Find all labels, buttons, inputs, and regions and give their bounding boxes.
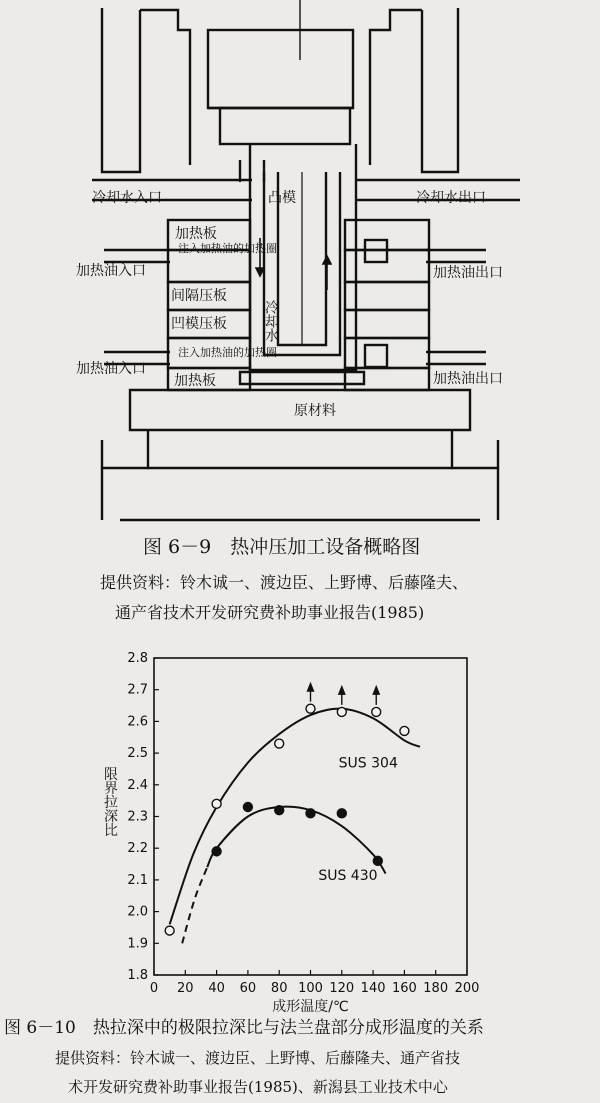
series-label-sus-304: SUS 304 <box>338 755 398 772</box>
y-tick-label: 2.6 <box>127 714 148 730</box>
arrow-head-sus-304 <box>372 685 380 695</box>
point-sus-430 <box>212 847 221 856</box>
arrow-head-sus-304 <box>307 682 315 692</box>
y-tick-label: 2.1 <box>127 872 148 888</box>
x-tick-label: 40 <box>208 981 225 996</box>
figure-6-9-source-line-1: 提供资料：铃木诚一、渡边臣、上野博、后藤隆夫、 <box>100 573 469 592</box>
x-tick-label: 160 <box>391 981 417 996</box>
x-tick-label: 0 <box>149 981 159 996</box>
point-sus-430 <box>373 856 382 865</box>
label-oil-in-bottom: 加热油入口 <box>76 361 146 377</box>
x-tick-label: 120 <box>329 981 355 996</box>
label-heating-plate-top: 加热板 <box>175 226 217 242</box>
x-tick-label: 20 <box>177 981 194 996</box>
x-tick-label: 100 <box>298 981 323 996</box>
y-tick-label: 1.9 <box>127 936 148 952</box>
point-sus-304 <box>165 926 174 935</box>
y-tick-label: 2.7 <box>127 682 148 698</box>
point-sus-304 <box>212 799 221 808</box>
curve-dashed-sus-430 <box>182 867 207 943</box>
figure-6-10-source-line-1: 提供资料：铃木诚一、渡边臣、上野博、后藤隆夫、通产省技 <box>55 1049 461 1067</box>
label-spacer-plate: 间隔压板 <box>171 288 227 304</box>
x-tick-label: 60 <box>239 981 257 996</box>
x-tick-label: 180 <box>423 981 449 996</box>
y-axis-label: 限界拉深比 <box>102 766 118 837</box>
curve-sus-304 <box>170 709 420 925</box>
label-cooling-water: 冷却水 <box>263 300 279 342</box>
label-oil-out-top: 加热油出口 <box>433 265 503 281</box>
label-heating-ring-top: 注入加热油的加热圈 <box>178 242 277 255</box>
curve-sus-430 <box>207 807 385 874</box>
x-tick-label: 140 <box>360 981 386 996</box>
label-die-plate: 凹模压板 <box>171 316 227 332</box>
label-oil-in-top: 加热油入口 <box>76 263 146 279</box>
figure-6-10-source-line-2: 术开发研究费补助事业报告(1985)、新潟县工业技术中心 <box>68 1078 448 1096</box>
label-heating-ring-bottom: 注入加热油的加热圈 <box>178 346 277 359</box>
label-heating-plate-bottom: 加热板 <box>174 373 216 389</box>
apparatus-diagram <box>92 0 520 520</box>
x-tick-label: 200 <box>454 981 480 996</box>
figure-6-9-caption: 图 6－9 热冲压加工设备概略图 <box>143 536 421 558</box>
point-sus-304 <box>275 739 284 748</box>
label-cooling-in: 冷却水入口 <box>92 190 162 206</box>
label-oil-out-bottom: 加热油出口 <box>433 371 503 387</box>
label-blank: 原材料 <box>294 403 336 419</box>
point-sus-430 <box>306 809 315 818</box>
point-sus-304 <box>306 704 315 713</box>
figure-6-10-caption: 图 6－10 热拉深中的极限拉深比与法兰盘部分成形温度的关系 <box>4 1018 484 1038</box>
point-sus-430 <box>337 809 346 818</box>
x-tick-label: 80 <box>270 981 288 996</box>
y-tick-label: 2.4 <box>127 777 148 793</box>
y-tick-label: 2.5 <box>127 746 148 762</box>
series-label-sus-430: SUS 430 <box>318 867 378 884</box>
figure-6-9-source-line-2: 通产省技术开发研究费补助事业报告(1985) <box>115 603 425 622</box>
label-punch: 凸模 <box>268 190 296 206</box>
point-sus-304 <box>337 707 346 716</box>
y-tick-label: 2.3 <box>127 809 148 825</box>
point-sus-430 <box>243 802 252 811</box>
y-tick-label: 2.8 <box>127 651 148 666</box>
point-sus-304 <box>372 707 381 716</box>
y-tick-label: 2.0 <box>127 904 148 920</box>
point-sus-430 <box>275 806 284 815</box>
point-sus-304 <box>400 726 409 735</box>
label-cooling-out: 冷却水出口 <box>416 190 486 206</box>
chart-formability <box>102 651 479 1015</box>
y-tick-label: 1.8 <box>127 968 148 983</box>
y-tick-label: 2.2 <box>127 841 148 857</box>
arrow-head-sus-304 <box>338 685 346 695</box>
x-axis-label: 成形温度/℃ <box>272 999 349 1015</box>
